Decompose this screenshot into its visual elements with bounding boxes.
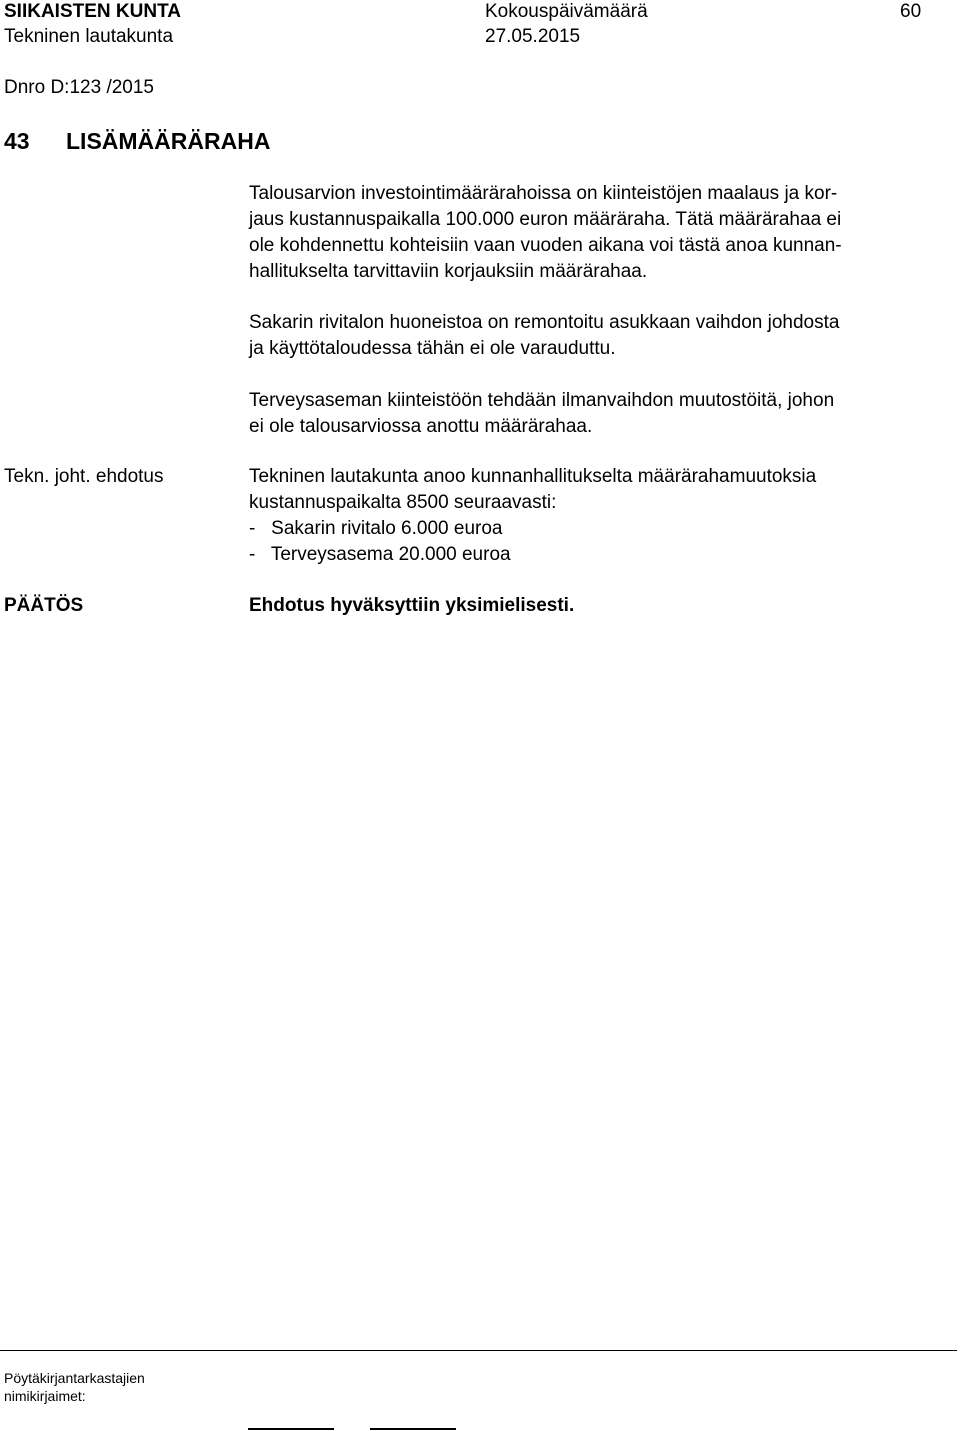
municipality-name: SIIKAISTEN KUNTA xyxy=(4,1,181,22)
paragraph-line: ja käyttötaloudessa tähän ei ole varauduttu. xyxy=(249,338,616,359)
paragraph-line: ei ole talousarviossa anottu määrärahaa. xyxy=(249,416,593,437)
paragraph-health-centre xyxy=(249,388,949,440)
signature-line-2 xyxy=(370,1428,456,1430)
paragraph-line: Sakarin rivitalon huoneistoa on remontoitu asukkaan vaihdon johdosta xyxy=(249,312,840,333)
decision-label: PÄÄTÖS xyxy=(4,595,84,616)
meeting-date-label: Kokouspäivämäärä xyxy=(485,1,648,22)
proposal-line: Tekninen lautakunta anoo kunnanhallitukselta määrärahamuutoksia xyxy=(249,466,817,487)
page-number: 60 xyxy=(900,1,922,22)
paragraph-investment xyxy=(249,181,949,285)
paragraph-line: hallitukselta tarvittaviin korjauksiin määrärahaa. xyxy=(249,261,648,282)
paragraph-line: Talousarvion investointimäärärahoissa on kiinteistöjen maalaus ja kor- xyxy=(249,183,838,204)
footer-label-line2: nimikirjaimet: xyxy=(4,1388,86,1404)
footer-divider xyxy=(0,1350,957,1351)
meeting-date: 27.05.2015 xyxy=(485,26,581,47)
proposal-item: - Terveysasema 20.000 euroa xyxy=(249,544,511,565)
paragraph-line: jaus kustannuspaikalla 100.000 euron määräraha. Tätä määrärahaa ei xyxy=(249,209,842,230)
proposal-text xyxy=(249,464,949,568)
committee-name: Tekninen lautakunta xyxy=(4,26,174,47)
proposal-item: - Sakarin rivitalo 6.000 euroa xyxy=(249,518,503,539)
proposal-label: Tekn. joht. ehdotus xyxy=(4,466,164,487)
proposal-line: kustannuspaikalta 8500 seuraavasti: xyxy=(249,492,557,513)
section-number: 43 xyxy=(4,128,30,154)
paragraph-line: Terveysaseman kiinteistöön tehdään ilmanvaihdon muutostöitä, johon xyxy=(249,390,835,411)
decision-text: Ehdotus hyväksyttiin yksimielisesti. xyxy=(249,595,575,616)
paragraph-row-house xyxy=(249,310,949,362)
signature-line-1 xyxy=(248,1428,334,1430)
section-title: LISÄMÄÄRÄRAHA xyxy=(66,128,271,154)
footer-label-line1: Pöytäkirjantarkastajien xyxy=(4,1370,145,1386)
paragraph-line: ole kohdennettu kohteisiin vaan vuoden aikana voi tästä anoa kunnan- xyxy=(249,235,842,256)
record-number: Dnro D:123 /2015 xyxy=(4,77,154,98)
